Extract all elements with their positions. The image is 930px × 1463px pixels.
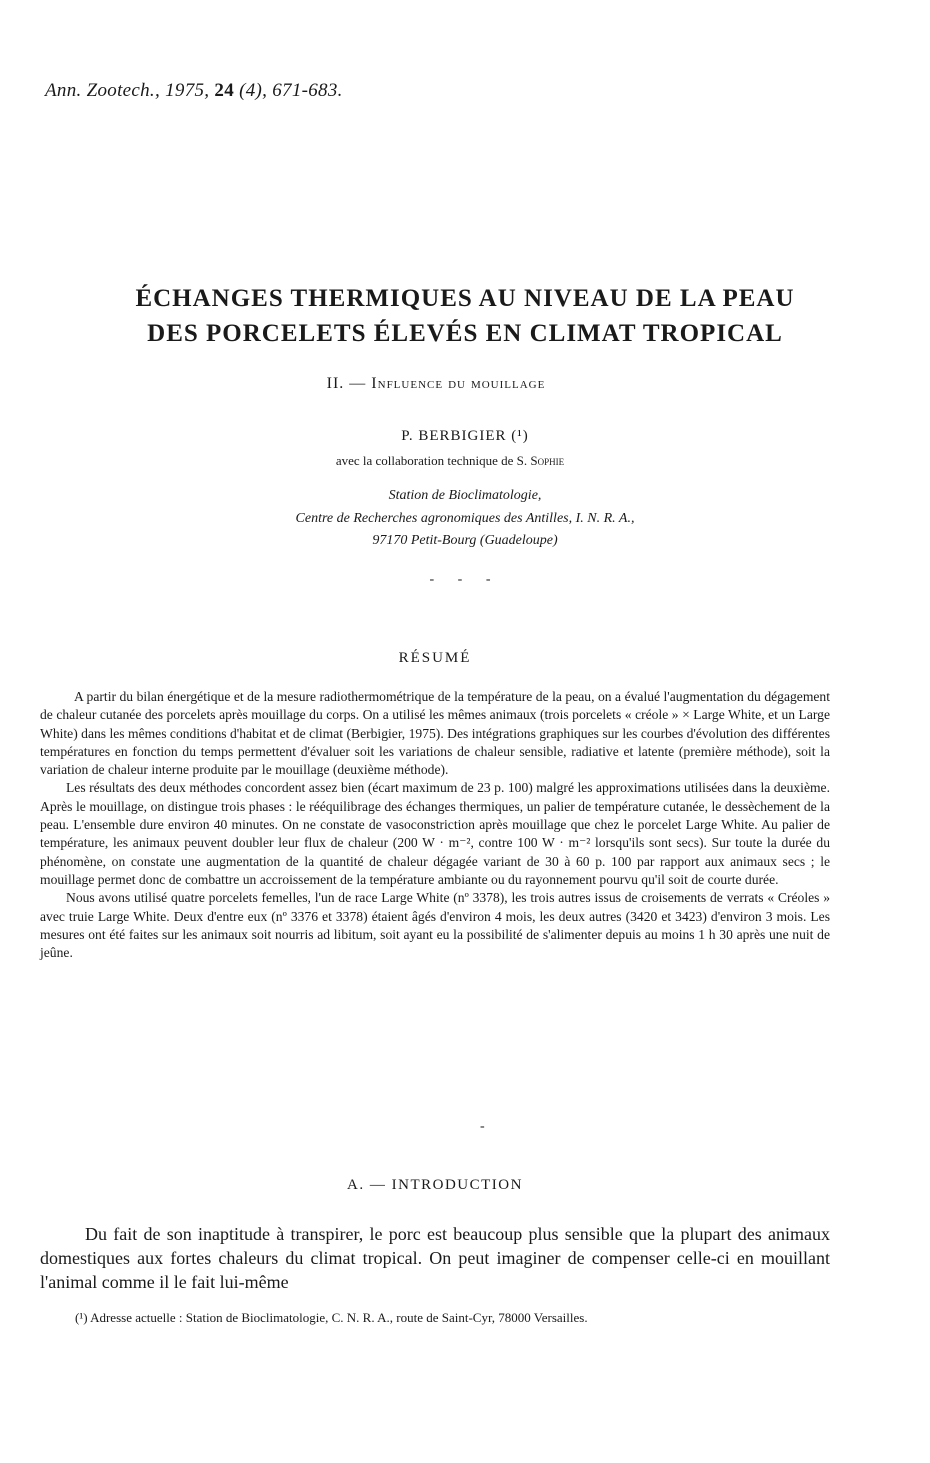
- article-subtitle: II. — Influence du mouillage: [326, 375, 546, 392]
- separator-dashes: - - -: [429, 572, 501, 587]
- article-title-line-1: ÉCHANGES THERMIQUES AU NIVEAU DE LA PEAU: [135, 285, 795, 312]
- journal-issue-pages: (4), 671-683.: [239, 80, 343, 101]
- journal-volume: 24: [214, 80, 235, 101]
- section-divider-mark: -: [480, 1119, 485, 1134]
- journal-name: Ann. Zootech.,: [45, 80, 161, 101]
- abstract-paragraph: Nous avons utilisé quatre porcelets femelles, l'un de race Large White (nº 3378), les trois autres issus de croisements de verrats « Créoles » avec truie Large White. Deux d'entre eux (nº 3376 et 3378) étaient âgés d'environ 4 mois, les deux autres (3420 et 3423) d'environ 3 mois. Les mesures ont été faites sur les animaux soit nourris ad libitum, soit ayant eu la possibilité de s'alimenter depuis au moins 1 h 30 après une nuit de jeûne.: [40, 890, 830, 961]
- footnote: (¹) Adresse actuelle : Station de Bioclimatologie, C. N. R. A., route de Saint-Cyr, 78000 Versailles.: [75, 1310, 588, 1325]
- introduction-paragraph: Du fait de son inaptitude à transpirer, le porc est beaucoup plus sensible que la plupart des animaux domestiques aux fortes chaleurs du climat tropical. On peut imaginer de compenser celle-ci en mouillant l'animal comme il le fait lui-même: [40, 1224, 830, 1292]
- article-title-line-2: DES PORCELETS ÉLEVÉS EN CLIMAT TROPICAL: [147, 320, 783, 347]
- affiliation-line-2: Centre de Recherches agronomiques des Antilles, I. N. R. A.,: [295, 511, 635, 526]
- collaboration-prefix: avec la collaboration technique de S.: [335, 453, 528, 468]
- abstract-body: [40, 688, 830, 962]
- journal-reference: [45, 80, 343, 102]
- abstract-paragraph: Les résultats des deux méthodes concordent assez bien (écart maximum de 23 p. 100) malgré les approximations utilisées dans la deuxième. Après le mouillage, on distingue trois phases : le rééquilibrage des échanges thermiques, un palier de température cutanée, le dessèchement de la peau. L'ensemble dure environ 40 minutes. On ne constate de vasoconstriction après mouillage que chez le porcelet Large White. Au palier de température, les animaux peuvent doubler leur flux de chaleur (200 W · m⁻², contre 100 W · m⁻² lorsqu'ils sont secs). Sur toute la durée du phénomène, on constate une augmentation de la quantité de chaleur dégagée variant de 30 à 60 p. 100 par rapport aux animaux secs ; le mouillage permet donc de combattre un accroissement de la température ambiante ou du rayonnement pourvu qu'il soit de courte durée.: [40, 780, 830, 887]
- affiliation-line-1: Station de Bioclimatologie,: [388, 488, 542, 503]
- journal-year: 1975,: [165, 80, 210, 101]
- abstract-paragraph: A partir du bilan énergétique et de la mesure radiothermométrique de la température de la peau, on a évalué l'augmentation du dégagement de chaleur cutanée des porcelets après mouillage du corps. On a utilisé les mêmes animaux (trois porcelets « créole » × Large White, et un Large White) dans les mêmes conditions d'habitat et de climat (Berbigier, 1975). Des intégrations graphiques sur les courbes d'évolution des différentes températures en fonction du temps permettent d'évaluer soit les variations de chaleur sensible, radiative et latente (première méthode), soit la variation de chaleur interne produite par le mouillage (deuxième méthode).: [40, 689, 830, 778]
- resume-heading: RÉSUMÉ: [398, 650, 472, 666]
- affiliation-line-3: 97170 Petit-Bourg (Guadeloupe): [372, 533, 558, 548]
- collaborator-name: Sophie: [530, 453, 565, 468]
- author-name: P. BERBIGIER (¹): [401, 428, 529, 444]
- author-collaboration: [0, 453, 915, 469]
- section-heading-introduction: A. — INTRODUCTION: [347, 1177, 523, 1193]
